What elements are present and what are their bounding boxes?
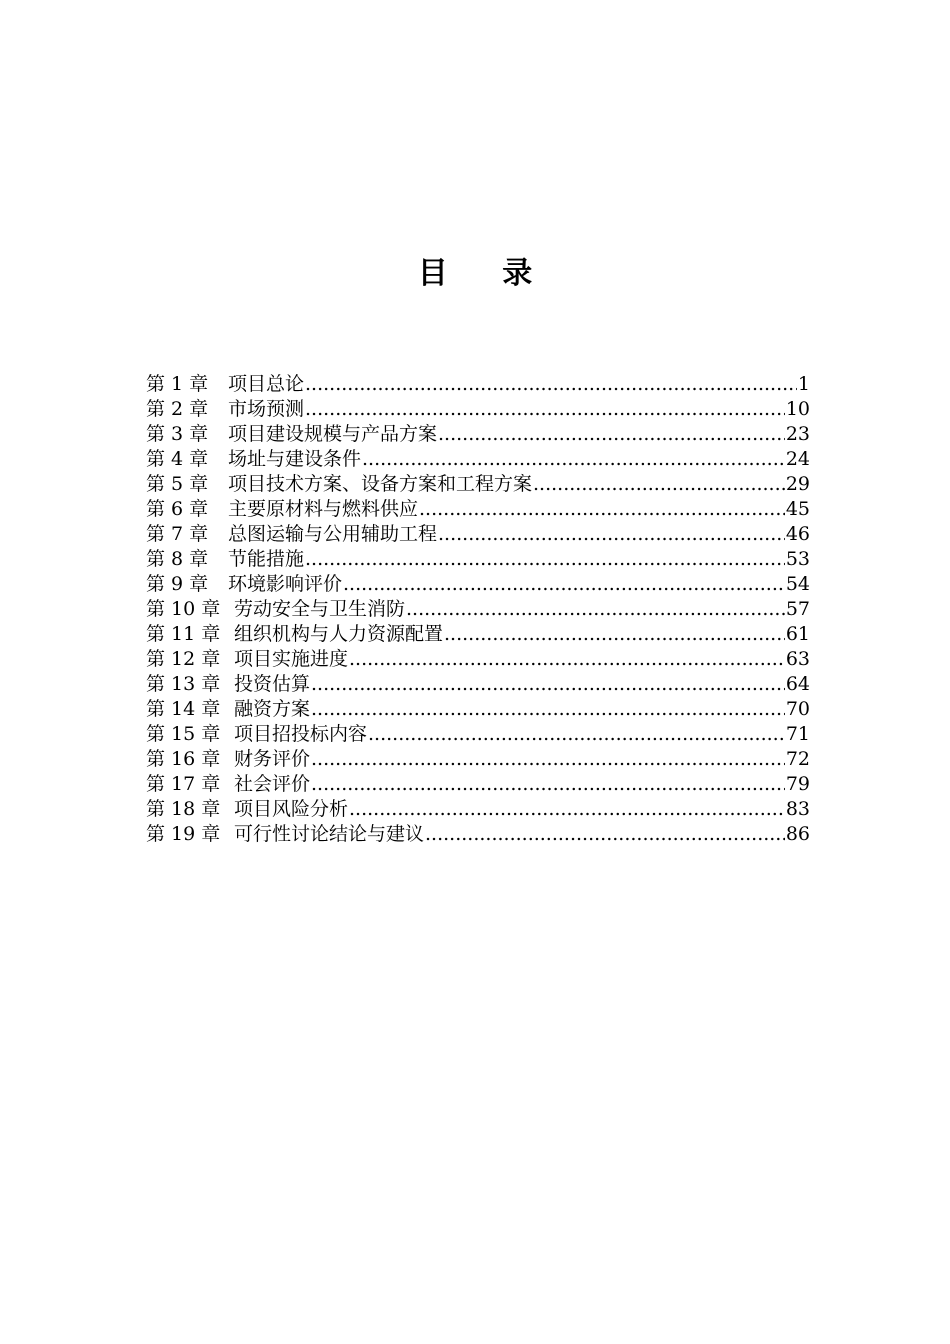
toc-dot-leader xyxy=(368,722,785,747)
toc-chapter-number: 第 10 章 xyxy=(146,598,221,620)
toc-chapter-title: 项目技术方案、设备方案和工程方案 xyxy=(228,473,533,495)
toc-chapter-title: 项目招投标内容 xyxy=(234,723,368,745)
toc-dot-leader xyxy=(406,597,785,622)
toc-dot-leader xyxy=(533,472,785,497)
toc-page-number: 70 xyxy=(785,698,810,720)
toc-dot-leader xyxy=(349,647,785,672)
toc-page-number: 83 xyxy=(785,798,810,820)
toc-dot-leader xyxy=(311,772,785,797)
toc-chapter-number: 第 8 章 xyxy=(146,548,209,570)
toc-dot-leader xyxy=(305,397,785,422)
toc-chapter-title: 主要原材料与燃料供应 xyxy=(228,498,419,520)
toc-dot-leader xyxy=(311,697,785,722)
toc-page-number: 46 xyxy=(785,523,810,545)
toc-page-number: 63 xyxy=(785,648,810,670)
toc-page-number: 61 xyxy=(785,623,810,645)
toc-dot-leader xyxy=(305,547,785,572)
toc-page-number: 79 xyxy=(785,773,810,795)
toc-chapter-title: 项目建设规模与产品方案 xyxy=(228,423,438,445)
toc-page-number: 54 xyxy=(785,573,810,595)
toc-chapter-number: 第 6 章 xyxy=(146,498,209,520)
toc-entry[interactable] xyxy=(146,822,810,847)
toc-entry[interactable] xyxy=(146,647,810,672)
toc-page-number: 23 xyxy=(785,423,810,445)
toc-page-number: 10 xyxy=(785,398,810,420)
toc-entry[interactable] xyxy=(146,747,810,772)
toc-dot-leader xyxy=(419,497,785,522)
toc-chapter-title: 融资方案 xyxy=(234,698,311,720)
toc-entry[interactable] xyxy=(146,622,810,647)
toc-dot-leader xyxy=(343,572,785,597)
toc-chapter-number: 第 18 章 xyxy=(146,798,221,820)
toc-entry[interactable] xyxy=(146,522,810,547)
toc-chapter-title: 环境影响评价 xyxy=(228,573,343,595)
toc-chapter-number: 第 11 章 xyxy=(146,623,221,645)
toc-page-number: 71 xyxy=(785,723,810,745)
toc-chapter-title: 市场预测 xyxy=(228,398,305,420)
toc-page-number: 24 xyxy=(785,448,810,470)
toc-page-number: 64 xyxy=(785,673,810,695)
toc-entry[interactable] xyxy=(146,722,810,747)
toc-chapter-title: 社会评价 xyxy=(234,773,311,795)
toc-entry[interactable] xyxy=(146,697,810,722)
toc-chapter-number: 第 14 章 xyxy=(146,698,221,720)
toc-chapter-number: 第 2 章 xyxy=(146,398,209,420)
toc-chapter-number: 第 17 章 xyxy=(146,773,221,795)
toc-chapter-number: 第 3 章 xyxy=(146,423,209,445)
toc-page-number: 1 xyxy=(797,373,810,395)
toc-chapter-number: 第 13 章 xyxy=(146,673,221,695)
toc-dot-leader xyxy=(438,522,785,547)
toc-entry[interactable] xyxy=(146,797,810,822)
toc-page-number: 57 xyxy=(785,598,810,620)
toc-entry[interactable] xyxy=(146,547,810,572)
page-title: 目 录 xyxy=(417,256,555,291)
toc-dot-leader xyxy=(438,422,785,447)
toc-entry[interactable] xyxy=(146,447,810,472)
toc-chapter-number: 第 16 章 xyxy=(146,748,221,770)
toc-dot-leader xyxy=(362,447,785,472)
toc-dot-leader xyxy=(349,797,785,822)
toc-chapter-title: 场址与建设条件 xyxy=(228,448,362,470)
toc-entry[interactable] xyxy=(146,772,810,797)
toc-entry[interactable] xyxy=(146,497,810,522)
toc-chapter-title: 投资估算 xyxy=(234,673,311,695)
toc-entry[interactable] xyxy=(146,397,810,422)
toc-page-number: 72 xyxy=(785,748,810,770)
toc-chapter-number: 第 15 章 xyxy=(146,723,221,745)
toc-chapter-number: 第 12 章 xyxy=(146,648,221,670)
toc-dot-leader xyxy=(425,822,785,847)
toc-dot-leader xyxy=(311,672,785,697)
toc-chapter-number: 第 4 章 xyxy=(146,448,209,470)
toc-dot-leader xyxy=(311,747,785,772)
toc-entry[interactable] xyxy=(146,372,810,397)
toc-page-number: 86 xyxy=(785,823,810,845)
toc-chapter-title: 项目实施进度 xyxy=(234,648,349,670)
toc-dot-leader xyxy=(305,372,797,397)
toc-chapter-title: 项目风险分析 xyxy=(234,798,349,820)
toc-chapter-number: 第 1 章 xyxy=(146,373,209,395)
toc-chapter-title: 组织机构与人力资源配置 xyxy=(234,623,444,645)
toc-entry[interactable] xyxy=(146,572,810,597)
toc-chapter-title: 可行性讨论结论与建议 xyxy=(234,823,425,845)
toc-chapter-title: 项目总论 xyxy=(228,373,305,395)
toc-page-number: 45 xyxy=(785,498,810,520)
toc-chapter-number: 第 5 章 xyxy=(146,473,209,495)
toc-chapter-number: 第 7 章 xyxy=(146,523,209,545)
toc-chapter-title: 财务评价 xyxy=(234,748,311,770)
toc-dot-leader xyxy=(444,622,785,647)
toc-chapter-title: 节能措施 xyxy=(228,548,305,570)
table-of-contents xyxy=(146,372,810,847)
toc-chapter-number: 第 9 章 xyxy=(146,573,209,595)
toc-chapter-number: 第 19 章 xyxy=(146,823,221,845)
toc-page-number: 29 xyxy=(785,473,810,495)
toc-entry[interactable] xyxy=(146,672,810,697)
toc-entry[interactable] xyxy=(146,597,810,622)
toc-entry[interactable] xyxy=(146,472,810,497)
toc-page-number: 53 xyxy=(785,548,810,570)
toc-entry[interactable] xyxy=(146,422,810,447)
toc-chapter-title: 总图运输与公用辅助工程 xyxy=(228,523,438,545)
toc-chapter-title: 劳动安全与卫生消防 xyxy=(234,598,406,620)
